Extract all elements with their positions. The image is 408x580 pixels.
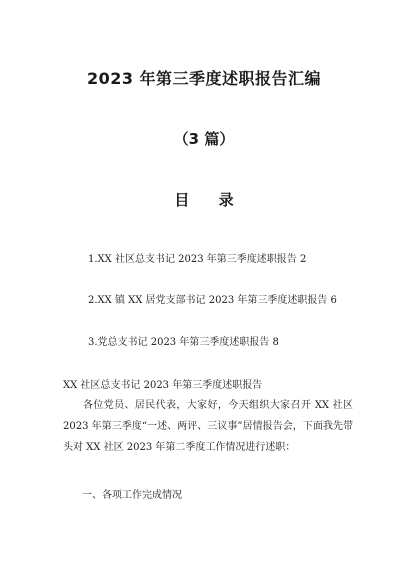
document-title: 2023 年第三季度述职报告汇编: [86, 69, 322, 88]
report-title: XX 社区总支书记 2023 年第三季度述职报告: [63, 380, 263, 391]
toc-heading: 目 录: [174, 191, 246, 209]
intro-paragraph: 各位党员、居民代表，大家好，今天组织大家召开 XX 社区 2023 年第三季度“一述、两评、三议事”居情报告会，下面我先带头对 XX 社区 2023 年第二季度工作情况进行述职：: [63, 400, 353, 453]
toc-item[interactable]: 1.XX 社区总支书记 2023 年第三季度述职报告 2: [88, 254, 307, 265]
section-heading: 一、各项工作完成情况: [82, 490, 182, 501]
toc-item[interactable]: 3.党总支书记 2023 年第三季度述职报告 8: [88, 337, 279, 348]
document-subtitle: （3 篇）: [173, 130, 235, 148]
toc-item[interactable]: 2.XX 镇 XX 居党支部书记 2023 年第三季度述职报告 6: [88, 295, 337, 306]
